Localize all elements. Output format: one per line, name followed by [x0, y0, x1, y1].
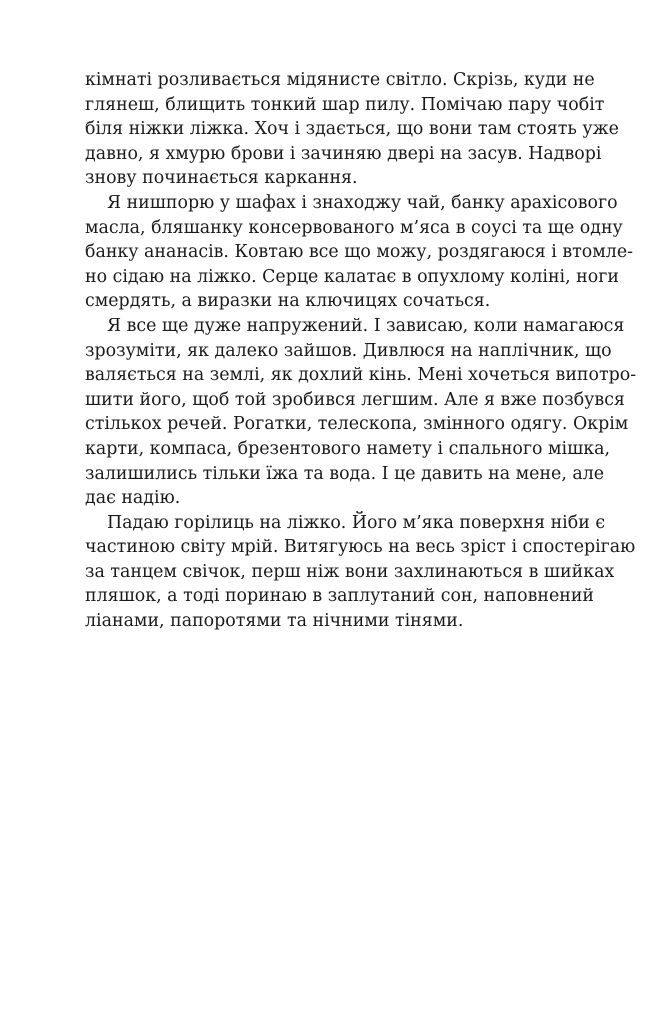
- paragraph-4: [85, 511, 636, 634]
- text-line: давно, я хмурю брови і зачиняю двері на засув. Надворі: [85, 143, 602, 164]
- text-line: масла, бляшанку консервованого м’яса в соусі та ще одну: [85, 217, 623, 238]
- text-line: дає надію.: [85, 488, 181, 509]
- text-line: валяється на землі, як дохлий кінь. Мені хочеться випотро-: [85, 365, 637, 386]
- text-line: зрозуміти, як далеко зайшов. Дивлюся на наплічник, що: [85, 340, 612, 361]
- text-line: Падаю горілиць на ліжко. Його м’яка поверхня ніби є: [107, 512, 606, 533]
- text-line: карти, компаса, брезентового намету і спального мішка,: [85, 438, 611, 459]
- text-line: кімнаті розливається мідянисте світло. Скрізь, куди не: [85, 70, 595, 90]
- text-line: шити його, щоб той зробився легшим. Але я вже позбувся: [85, 389, 625, 410]
- text-line: за танцем свічок, перш ніж вони захлинаються в шийках: [85, 561, 615, 582]
- text-line: ліанами, папоротями та нічними тінями.: [85, 611, 464, 632]
- text-line: но сідаю на ліжко. Серце калатає в опухлому коліні, ноги: [85, 266, 619, 287]
- text-line: Я все ще дуже напружений. І зависаю, коли намагаюся: [107, 315, 625, 336]
- text-line: пляшок, а тоді поринаю в заплутаний сон, наповнений: [85, 586, 595, 607]
- text-line: знову починається каркання.: [85, 168, 358, 189]
- text-line: частиною світу мрій. Витягуюсь на весь зріст і спостерігаю: [85, 537, 636, 558]
- text-line: залишились тільки їжа та вода. І це давить на мене, але: [85, 463, 605, 484]
- text-line: смердять, а виразки на ключицях сочаться.: [85, 291, 491, 312]
- book-page-text: [85, 68, 637, 634]
- text-line: банку ананасів. Ковтаю все що можу, роздягаюся і втомле-: [85, 242, 634, 263]
- paragraph-3: [85, 314, 637, 511]
- text-line: глянеш, блищить тонкий шар пилу. Помічаю пару чобіт: [85, 94, 605, 115]
- text-line: Я нишпорю у шафах і знаходжу чай, банку арахісового: [107, 192, 618, 213]
- text-line: біля ніжки ліжка. Хоч і здається, що вони там стоять уже: [85, 119, 619, 140]
- paragraph-2: [85, 191, 634, 314]
- paragraph-1: [85, 68, 619, 191]
- text-line: стількох речей. Рогатки, телескопа, змінного одягу. Окрім: [85, 414, 629, 435]
